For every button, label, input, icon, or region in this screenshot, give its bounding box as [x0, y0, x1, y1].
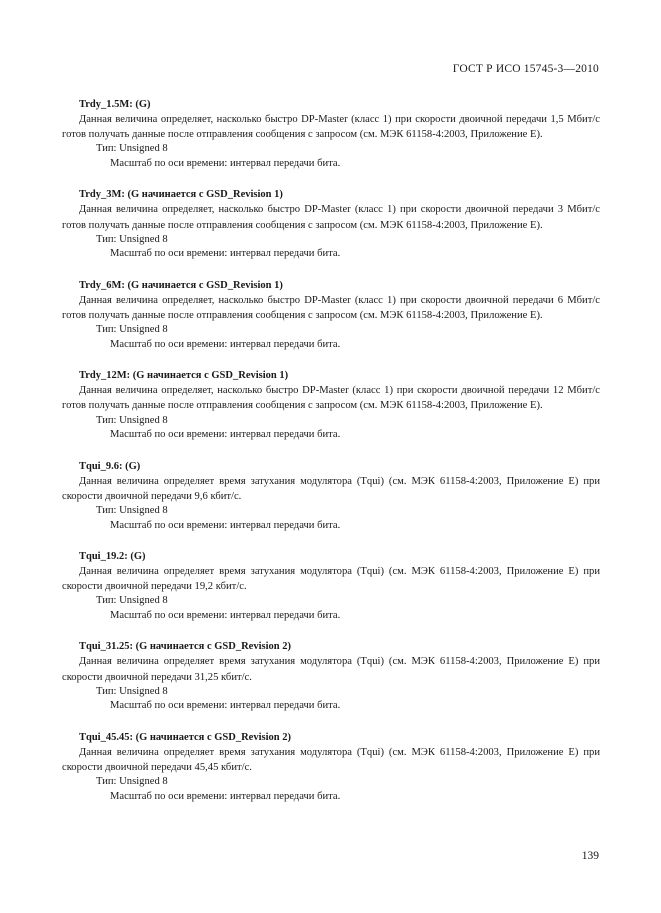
parameter-type: Тип: Unsigned 8 — [96, 505, 168, 517]
parameter-type: Тип: Unsigned 8 — [96, 776, 168, 788]
parameter-type: Тип: Unsigned 8 — [96, 595, 168, 607]
parameter-scale: Масштаб по оси времени: интервал передачи бита. — [110, 790, 341, 802]
parameter-title: Tqui_9.6: (G) — [79, 460, 141, 472]
parameter-scale: Масштаб по оси времени: интервал передачи бита. — [110, 700, 341, 712]
parameter-section — [62, 460, 600, 533]
parameter-description: Данная величина определяет, насколько быстро DP-Master (класс 1) при скорости двоичной передачи 1,5 Мбит/с готов получать данные после отправления сообщения с запросом (см. МЭК 61158-4:2003, Приложение E). — [62, 114, 600, 141]
parameter-section — [62, 550, 600, 623]
parameter-type: Тип: Unsigned 8 — [96, 233, 168, 245]
parameter-scale: Масштаб по оси времени: интервал передачи бита. — [110, 519, 341, 531]
parameter-section — [62, 188, 600, 261]
parameter-description: Данная величина определяет время затухания модулятора (Tqui) (см. МЭК 61158-4:2003, Приложение E) при скорости двоичной передачи 31,25 кбит/с. — [62, 656, 600, 683]
parameter-description: Данная величина определяет время затухания модулятора (Tqui) (см. МЭК 61158-4:2003, Приложение E) при скорости двоичной передачи 9,6 кбит/с. — [62, 475, 600, 502]
parameter-title: Tqui_45.45: (G начинается с GSD_Revision 2) — [79, 731, 291, 743]
parameter-type: Тип: Unsigned 8 — [96, 324, 168, 336]
parameter-type: Тип: Unsigned 8 — [96, 685, 168, 697]
parameter-type: Тип: Unsigned 8 — [96, 414, 168, 426]
document-body — [62, 98, 600, 821]
page-number: 139 — [581, 850, 599, 862]
parameter-type: Тип: Unsigned 8 — [96, 143, 168, 155]
parameter-scale: Масштаб по оси времени: интервал передачи бита. — [110, 609, 341, 621]
parameter-section — [62, 731, 600, 804]
parameter-scale: Масштаб по оси времени: интервал передачи бита. — [110, 429, 341, 441]
parameter-scale: Масштаб по оси времени: интервал передачи бита. — [110, 338, 341, 350]
document-header: ГОСТ Р ИСО 15745-3—2010 — [452, 63, 599, 75]
parameter-scale: Масштаб по оси времени: интервал передачи бита. — [110, 157, 341, 169]
parameter-title: Trdy_6M: (G начинается с GSD_Revision 1) — [79, 279, 283, 291]
parameter-description: Данная величина определяет, насколько быстро DP-Master (класс 1) при скорости двоичной передачи 3 Мбит/с готов получать данные после отправления сообщения с запросом (см. МЭК 61158-4:2003, Приложение E). — [62, 204, 600, 231]
parameter-title: Trdy_12M: (G начинается с GSD_Revision 1) — [79, 370, 289, 382]
parameter-title: Trdy_1.5M: (G) — [79, 99, 151, 110]
parameter-description: Данная величина определяет время затухания модулятора (Tqui) (см. МЭК 61158-4:2003, Приложение E) при скорости двоичной передачи 19,2 кбит/с. — [62, 566, 600, 593]
parameter-section — [62, 369, 600, 442]
parameter-section — [62, 98, 600, 171]
parameter-scale: Масштаб по оси времени: интервал передачи бита. — [110, 248, 341, 260]
parameter-description: Данная величина определяет, насколько быстро DP-Master (класс 1) при скорости двоичной передачи 6 Мбит/с готов получать данные после отправления сообщения с запросом (см. МЭК 61158-4:2003, Приложение E). — [62, 294, 600, 322]
parameter-description: Данная величина определяет время затухания модулятора (Tqui) (см. МЭК 61158-4:2003, Приложение E) при скорости двоичной передачи 45,45 кбит/с. — [62, 746, 600, 774]
parameter-section — [62, 279, 600, 352]
parameter-title: Tqui_19.2: (G) — [79, 551, 146, 563]
parameter-description: Данная величина определяет, насколько быстро DP-Master (класс 1) при скорости двоичной передачи 12 Мбит/с готов получать данные после отправления сообщения с запросом (см. МЭК 61158-4:2003, Приложение E). — [62, 385, 600, 412]
parameter-title: Tqui_31.25: (G начинается с GSD_Revision 2) — [79, 641, 291, 653]
parameter-section — [62, 640, 600, 713]
parameter-title: Trdy_3M: (G начинается с GSD_Revision 1) — [79, 189, 283, 201]
